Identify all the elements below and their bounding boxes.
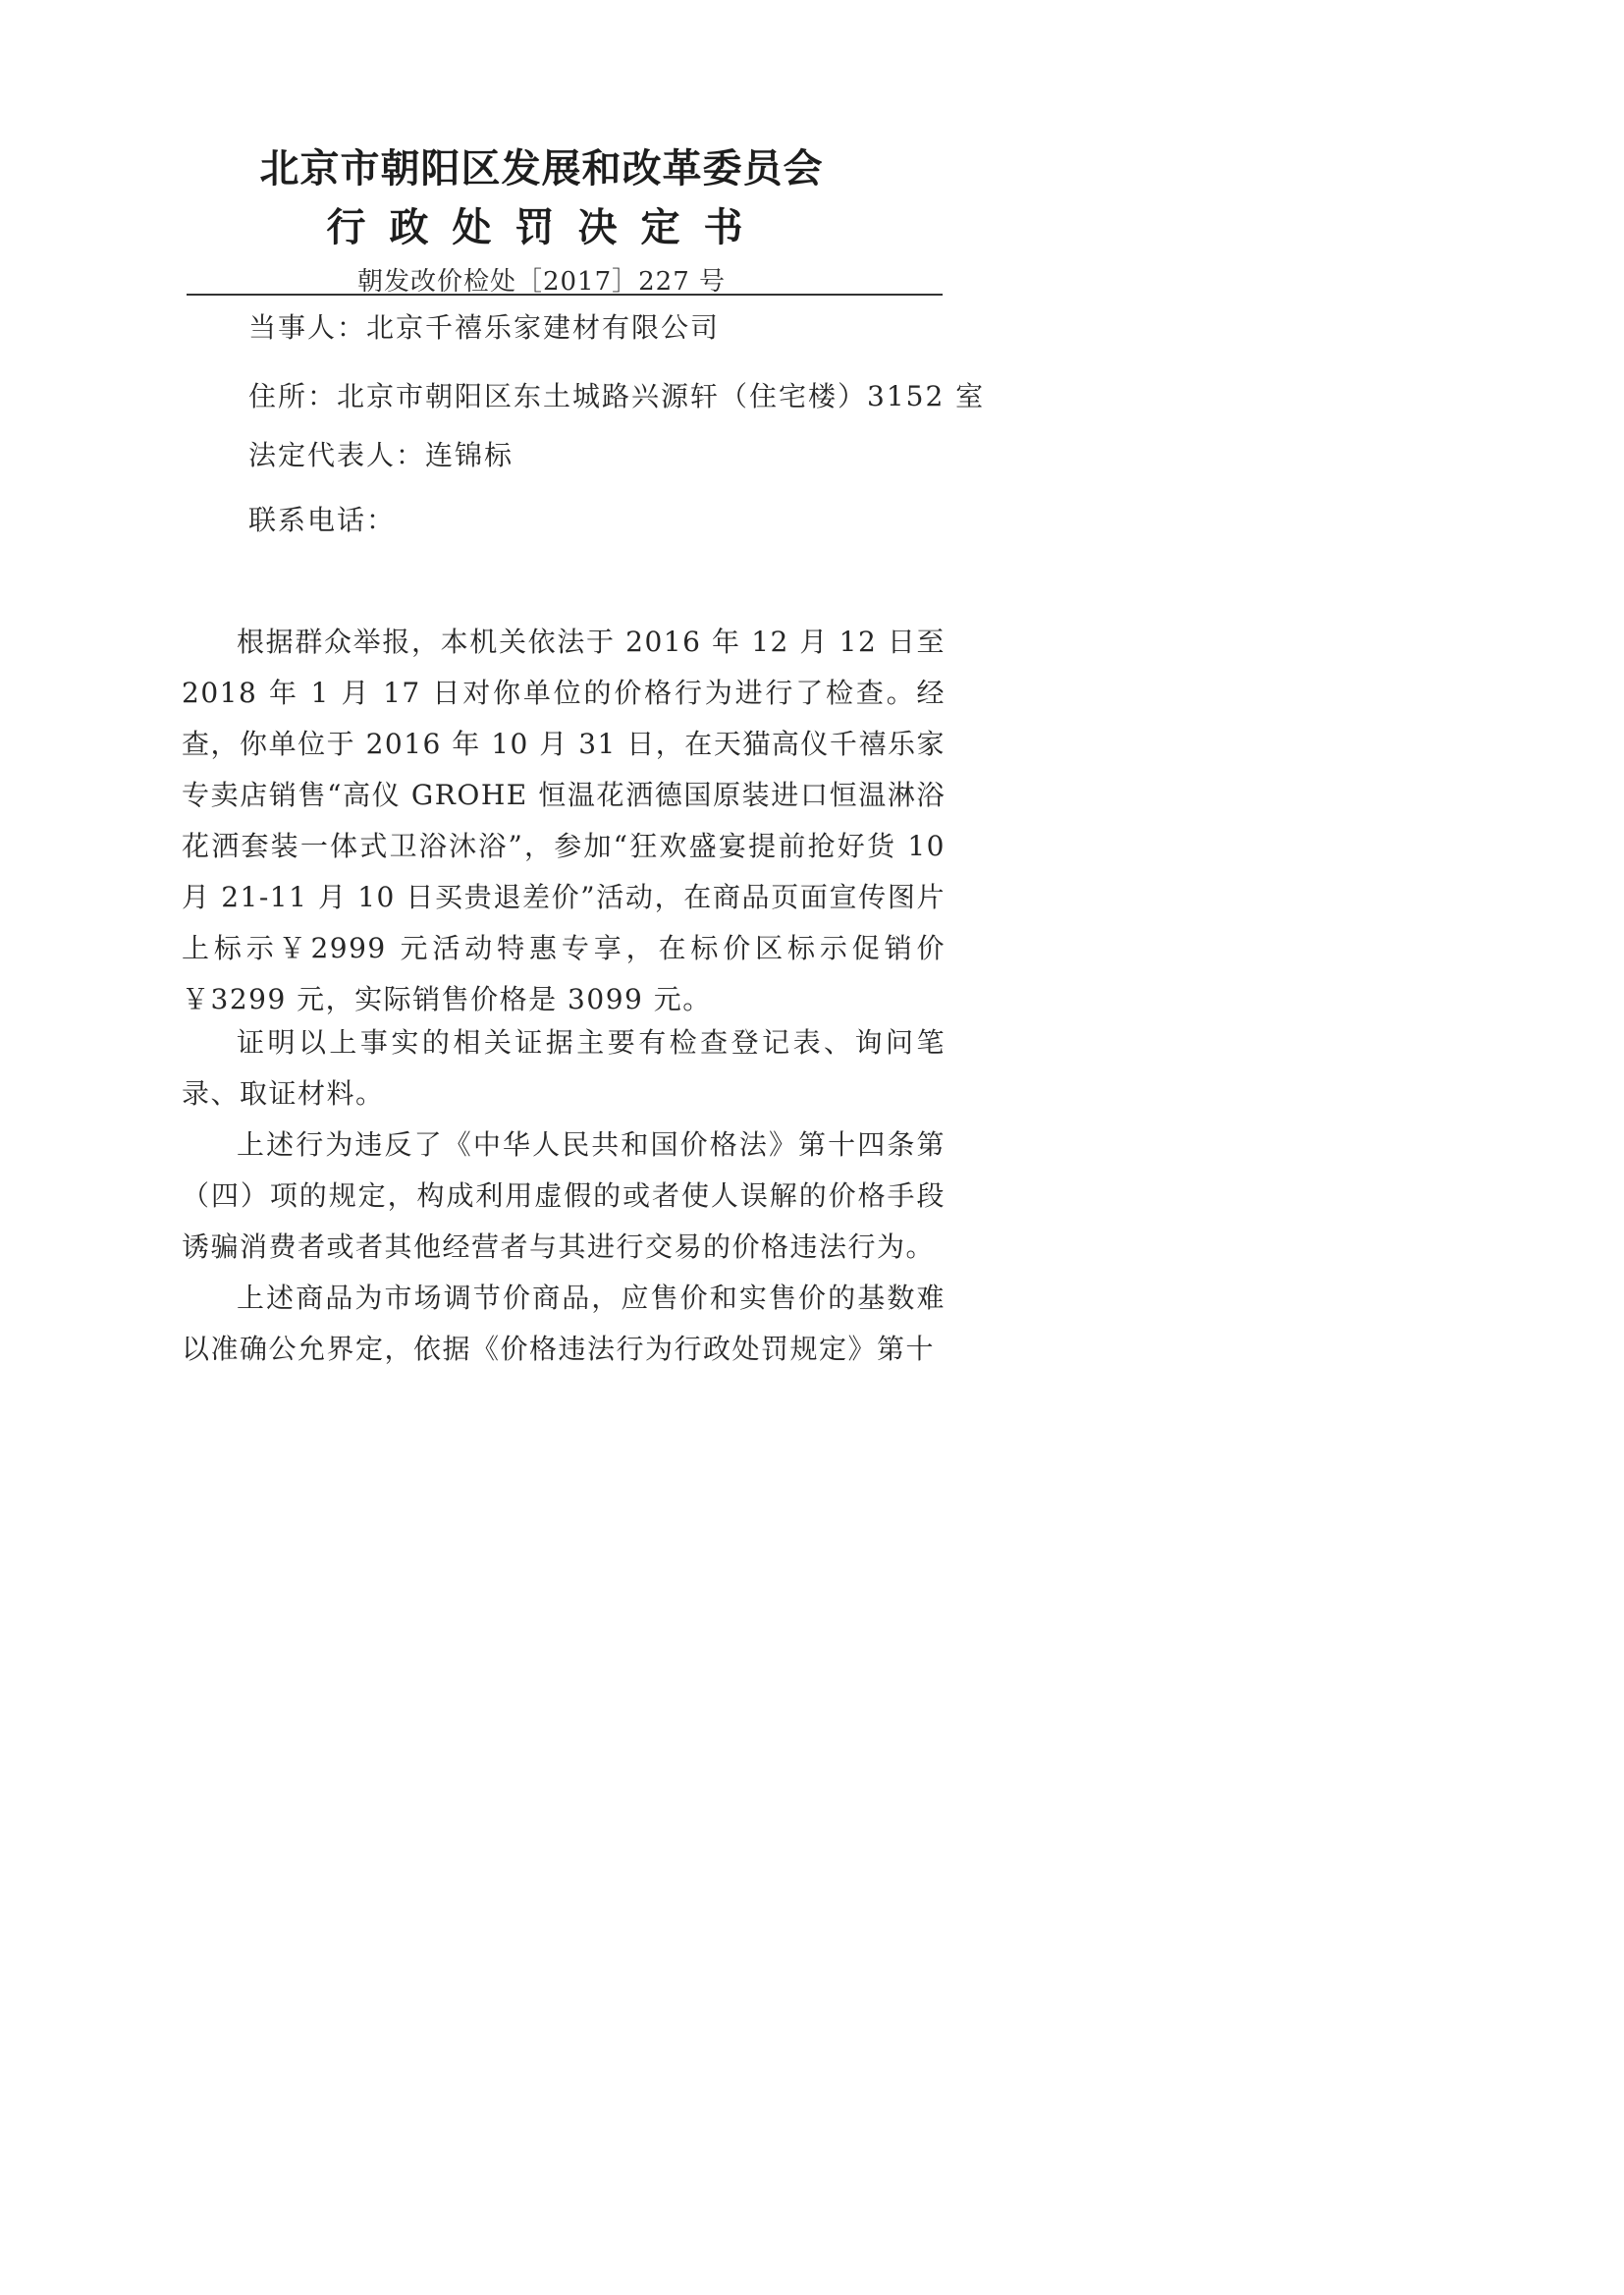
document-page bbox=[0, 0, 1083, 1531]
agency-title: 北京市朝阳区发展和改革委员会 bbox=[259, 146, 824, 191]
party-address: 住所：北京市朝阳区东土城路兴源轩（住宅楼）3152 室 bbox=[248, 380, 986, 412]
header-divider bbox=[187, 294, 943, 296]
facts-paragraph: 根据群众举报，本机关依法于 2016 年 12 月 12 日至 2018 年 1 月 17 日对你单位的价格行为进行了检查。经查，你单位于 2016 年 10 月 31 日，在天猫高仪千禧乐家专卖店销售“高仪 GROHE 恒温花洒德国原装进口恒温淋浴花洒套装一体式卫浴沐浴”，参加“狂欢盛宴提前抢好货 10 月 21-11 月 10 日买贵退差价”活动，在商品页面宣传图片上标示￥2999 元活动特惠专享，在标价区标示促销价￥3299 元，实际销售价格是 3099 元。 bbox=[182, 626, 946, 1015]
violation-paragraph: 上述行为违反了《中华人民共和国价格法》第十四条第（四）项的规定，构成利用虚假的或者使人误解的价格手段诱骗消费者或者其他经营者与其进行交易的价格违法行为。 bbox=[182, 1128, 946, 1263]
contact-phone: 联系电话： bbox=[248, 504, 397, 536]
document-title: 行政处罚决定书 bbox=[326, 205, 767, 250]
penalty-basis-paragraph: 上述商品为市场调节价商品，应售价和实售价的基数难以准确公允界定，依据《价格违法行为行政处罚规定》第十 bbox=[182, 1282, 946, 1365]
document-number: 朝发改价检处［2017］227 号 bbox=[356, 267, 727, 297]
legal-representative: 法定代表人：连锦标 bbox=[248, 439, 514, 471]
party-name: 当事人：北京千禧乐家建材有限公司 bbox=[248, 311, 721, 344]
evidence-paragraph: 证明以上事实的相关证据主要有检查登记表、询问笔录、取证材料。 bbox=[182, 1026, 946, 1110]
